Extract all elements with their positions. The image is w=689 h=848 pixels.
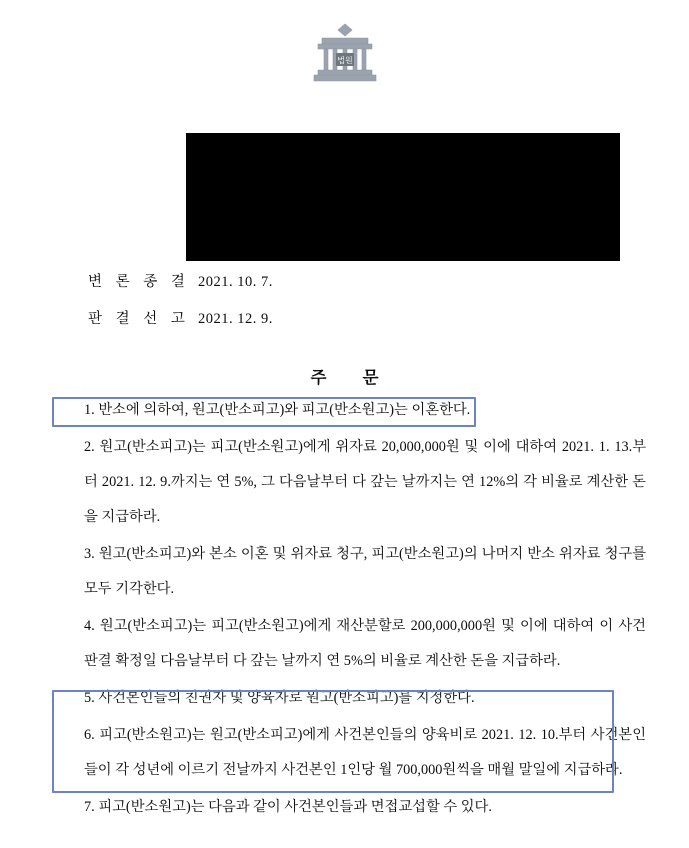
ruling-item-3-text: 원고(반소피고)와 본소 이혼 및 위자료 청구, 피고(반소원고)의 나머지 반소 위자료 청구를 모두 기각한다. — [84, 546, 647, 597]
ruling-items-list — [52, 393, 652, 827]
redaction-block — [186, 133, 620, 261]
ruling-item-1 — [52, 393, 652, 428]
ruling-item-4-number: 4. — [84, 618, 95, 634]
ruling-item-4 — [52, 609, 652, 679]
meta-row-argument-close — [88, 268, 608, 296]
ruling-item-2-number: 2. — [84, 439, 95, 455]
meta-label-judgment-date: 판 결 선 고 — [88, 311, 190, 327]
ruling-item-2-text: 원고(반소피고)는 피고(반소원고)에게 위자료 20,000,000원 및 이에 대하여 2021. 1. 13.부터 2021. 12. 9.까지는 연 5%, 그 다음날부터 다 갚는 날까지는 연 12%의 각 비율로 계산한 돈을 지급하라. — [84, 439, 647, 525]
meta-label-argument-close: 변 론 종 결 — [88, 274, 190, 290]
ruling-item-3-number: 3. — [84, 546, 95, 562]
ruling-item-5 — [52, 681, 652, 716]
meta-section — [88, 268, 608, 342]
ruling-item-1-number: 1. — [84, 402, 95, 418]
emblem-container — [0, 22, 689, 84]
meta-row-judgment-date — [88, 305, 608, 333]
ruling-item-7-number: 7. — [84, 799, 95, 815]
ruling-item-6-text: 피고(반소원고)는 원고(반소피고)에게 사건본인들의 양육비로 2021. 12. 10.부터 사건본인들이 각 성년에 이르기 전날까지 사건본인 1인당 월 700,000원씩을 매월 말일에 지급하라. — [84, 727, 647, 778]
ruling-item-6 — [52, 718, 652, 788]
ruling-item-3 — [52, 537, 652, 607]
court-emblem-icon — [312, 22, 378, 84]
ruling-item-5-number: 5. — [84, 690, 95, 706]
ruling-item-1-text: 반소에 의하여, 원고(반소피고)와 피고(반소원고)는 이혼한다. — [98, 402, 471, 418]
ruling-item-7-text: 피고(반소원고)는 다음과 같이 사건본인들과 면접교섭할 수 있다. — [98, 799, 492, 815]
emblem-text: 법원 — [336, 56, 353, 65]
ruling-item-2 — [52, 430, 652, 535]
ruling-item-5-text: 사건본인들의 친권자 및 양육자로 원고(반소피고)를 지정한다. — [98, 690, 475, 706]
ruling-item-7 — [52, 790, 652, 825]
meta-value-argument-close: 2021. 10. 7. — [198, 274, 273, 290]
section-heading-main-text: 주 문 — [310, 368, 395, 387]
ruling-item-4-text: 원고(반소피고)는 피고(반소원고)에게 재산분할로 200,000,000원 및 이에 대하여 이 사건 판결 확정일 다음날부터 다 갚는 날까지 연 5%의 비율로 계산한 돈을 지급하라. — [84, 618, 646, 669]
ruling-item-6-number: 6. — [84, 727, 95, 743]
meta-value-judgment-date: 2021. 12. 9. — [198, 311, 273, 327]
